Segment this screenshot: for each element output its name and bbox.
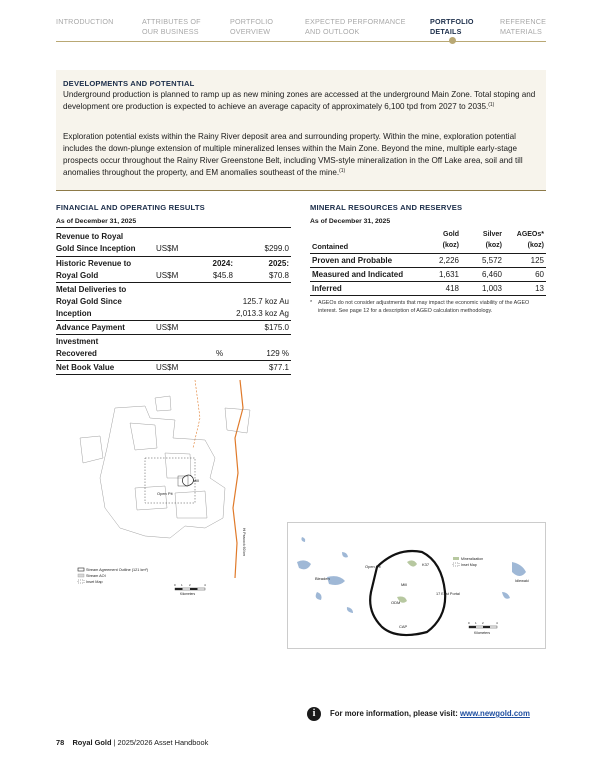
more-info bbox=[307, 707, 547, 721]
map1-legend bbox=[78, 568, 149, 584]
section-nav bbox=[0, 0, 600, 44]
table-row: Inferred 418 1,003 13 bbox=[310, 282, 546, 296]
open-pit-label: Open Pit bbox=[157, 491, 173, 496]
table-header: Contained Gold (koz) Silver (koz) AGEOs* (koz) bbox=[310, 229, 546, 254]
nav-portfolio-details[interactable]: PORTFOLIO DETAILS bbox=[430, 17, 474, 36]
nav-portfolio-overview[interactable]: PORTFOLIO OVERVIEW bbox=[230, 17, 274, 36]
legend-item: Inset Map bbox=[461, 563, 477, 567]
table-row: Advance Payment US$M $175.0 bbox=[56, 321, 291, 335]
scale-tick: 4 bbox=[496, 621, 498, 625]
more-info-text: For more information, please visit: www.newgold.com bbox=[330, 709, 530, 718]
table-row: Net Book Value US$M $77.1 bbox=[56, 361, 291, 375]
road-label: Hi Peacock 60 km bbox=[242, 528, 246, 557]
nav-reference-materials[interactable]: REFERENCE MATERIALS bbox=[500, 17, 547, 36]
nav-active-indicator bbox=[449, 37, 456, 44]
property-map bbox=[75, 378, 300, 610]
footer-title: | 2025/2026 Asset Handbook bbox=[111, 738, 209, 747]
nav-divider bbox=[56, 41, 546, 42]
idlewaki-label: Idlewaki bbox=[515, 579, 529, 583]
footer-brand: Royal Gold bbox=[72, 738, 112, 747]
developments-paragraph-1: Underground production is planned to ramp up as new mining zones are accessed at the underground Main Zone. Total stoping and development ore production is expected to achieve an average capacity of approximately 6,100 tpd from 2027 to 2035.$^{(1)}$ bbox=[63, 90, 536, 111]
scale-tick: 2 bbox=[189, 583, 191, 587]
legend-swatch bbox=[78, 580, 84, 583]
inset-frame bbox=[288, 523, 546, 649]
table-row: Proven and Probable 2,226 5,572 125 bbox=[310, 254, 546, 268]
legend-swatch bbox=[453, 557, 459, 560]
nav-attributes[interactable]: ATTRIBUTES OF OUR BUSINESS bbox=[142, 17, 201, 36]
legend-item: Stream AOI bbox=[86, 574, 106, 578]
legend-item: Mineralization bbox=[461, 557, 484, 561]
mineral-title: MINERAL RESOURCES AND RESERVES bbox=[310, 203, 463, 212]
scale-tick: 4 bbox=[204, 583, 206, 587]
scale-unit: Kilometers bbox=[474, 631, 491, 635]
legend-item: Inset Map bbox=[86, 580, 103, 584]
table-row: Metal Deliveries to Royal Gold Since 125.7 koz Au Inception 2,013.3 koz Ag bbox=[56, 283, 291, 321]
legend-swatch bbox=[78, 568, 84, 571]
website-link[interactable]: www.newgold.com bbox=[459, 709, 530, 718]
financial-as-of: As of December 31, 2025 bbox=[56, 218, 291, 228]
table-row: Historic Revenue to 2024: 2025: Royal Gold US$M $45.8 $70.8 bbox=[56, 257, 291, 283]
mineral-table bbox=[310, 229, 546, 296]
legend-item: Stream Agreement Outline (121 km²) bbox=[86, 568, 149, 572]
odm-label: ODM bbox=[391, 600, 401, 605]
property-parcels bbox=[80, 396, 250, 538]
cap-label: CAP bbox=[399, 624, 408, 629]
nav-introduction[interactable]: INTRODUCTION bbox=[56, 17, 114, 26]
page-number: 78 bbox=[56, 738, 65, 747]
scale-tick: 0 bbox=[468, 621, 470, 625]
bleaden-label: Bleaden bbox=[315, 576, 330, 581]
mill-label: Mill bbox=[193, 478, 199, 483]
k37-label: K37 bbox=[422, 562, 430, 567]
developments-paragraph-2: Exploration potential exists within the Rainy River deposit area and surrounding property. Within the mine, exploration potential includes the down-plunge extension of multiple mineralized lenses within the Main Zone. Beyond the mine, multiple early-stage prospects occur throughout the Rainy River Greenstone Belt, including VMS-style mineralization in the Off Lake area, soil and till anomalies throughout the property, and EM anomalies southeast of the mine.$^{(1)}$ bbox=[63, 132, 523, 177]
developments-title: DEVELOPMENTS AND POTENTIAL bbox=[63, 79, 195, 88]
legend-swatch bbox=[78, 574, 84, 577]
mineral-as-of: As of December 31, 2025 bbox=[310, 218, 391, 225]
scale-unit: Kilometers bbox=[180, 592, 196, 596]
developments-panel bbox=[56, 70, 546, 191]
scale-tick: 0 bbox=[174, 583, 176, 587]
financial-title: FINANCIAL AND OPERATING RESULTS bbox=[56, 203, 205, 212]
table-row: Investment Recovered % 129 % bbox=[56, 335, 291, 361]
mill-label: Mill bbox=[401, 582, 407, 587]
road-line bbox=[193, 380, 243, 578]
map1-scale-bar bbox=[174, 583, 206, 596]
page-footer bbox=[56, 738, 208, 747]
info-icon: i bbox=[307, 707, 321, 721]
financial-table bbox=[56, 231, 291, 375]
table-row: Revenue to Royal Gold Since Inception US$M $299.0 bbox=[56, 231, 291, 257]
scale-tick: 1 bbox=[181, 583, 183, 587]
table-row: Measured and Indicated 1,631 6,460 60 bbox=[310, 268, 546, 282]
portal-label: 17 East Portal bbox=[436, 592, 460, 596]
inset-map bbox=[287, 522, 546, 649]
scale-tick: 2 bbox=[482, 621, 484, 625]
nav-expected-performance[interactable]: EXPECTED PERFORMANCE AND OUTLOOK bbox=[305, 17, 406, 36]
open-pit-label: Open Pit bbox=[365, 564, 381, 569]
scale-tick: 1 bbox=[475, 621, 477, 625]
